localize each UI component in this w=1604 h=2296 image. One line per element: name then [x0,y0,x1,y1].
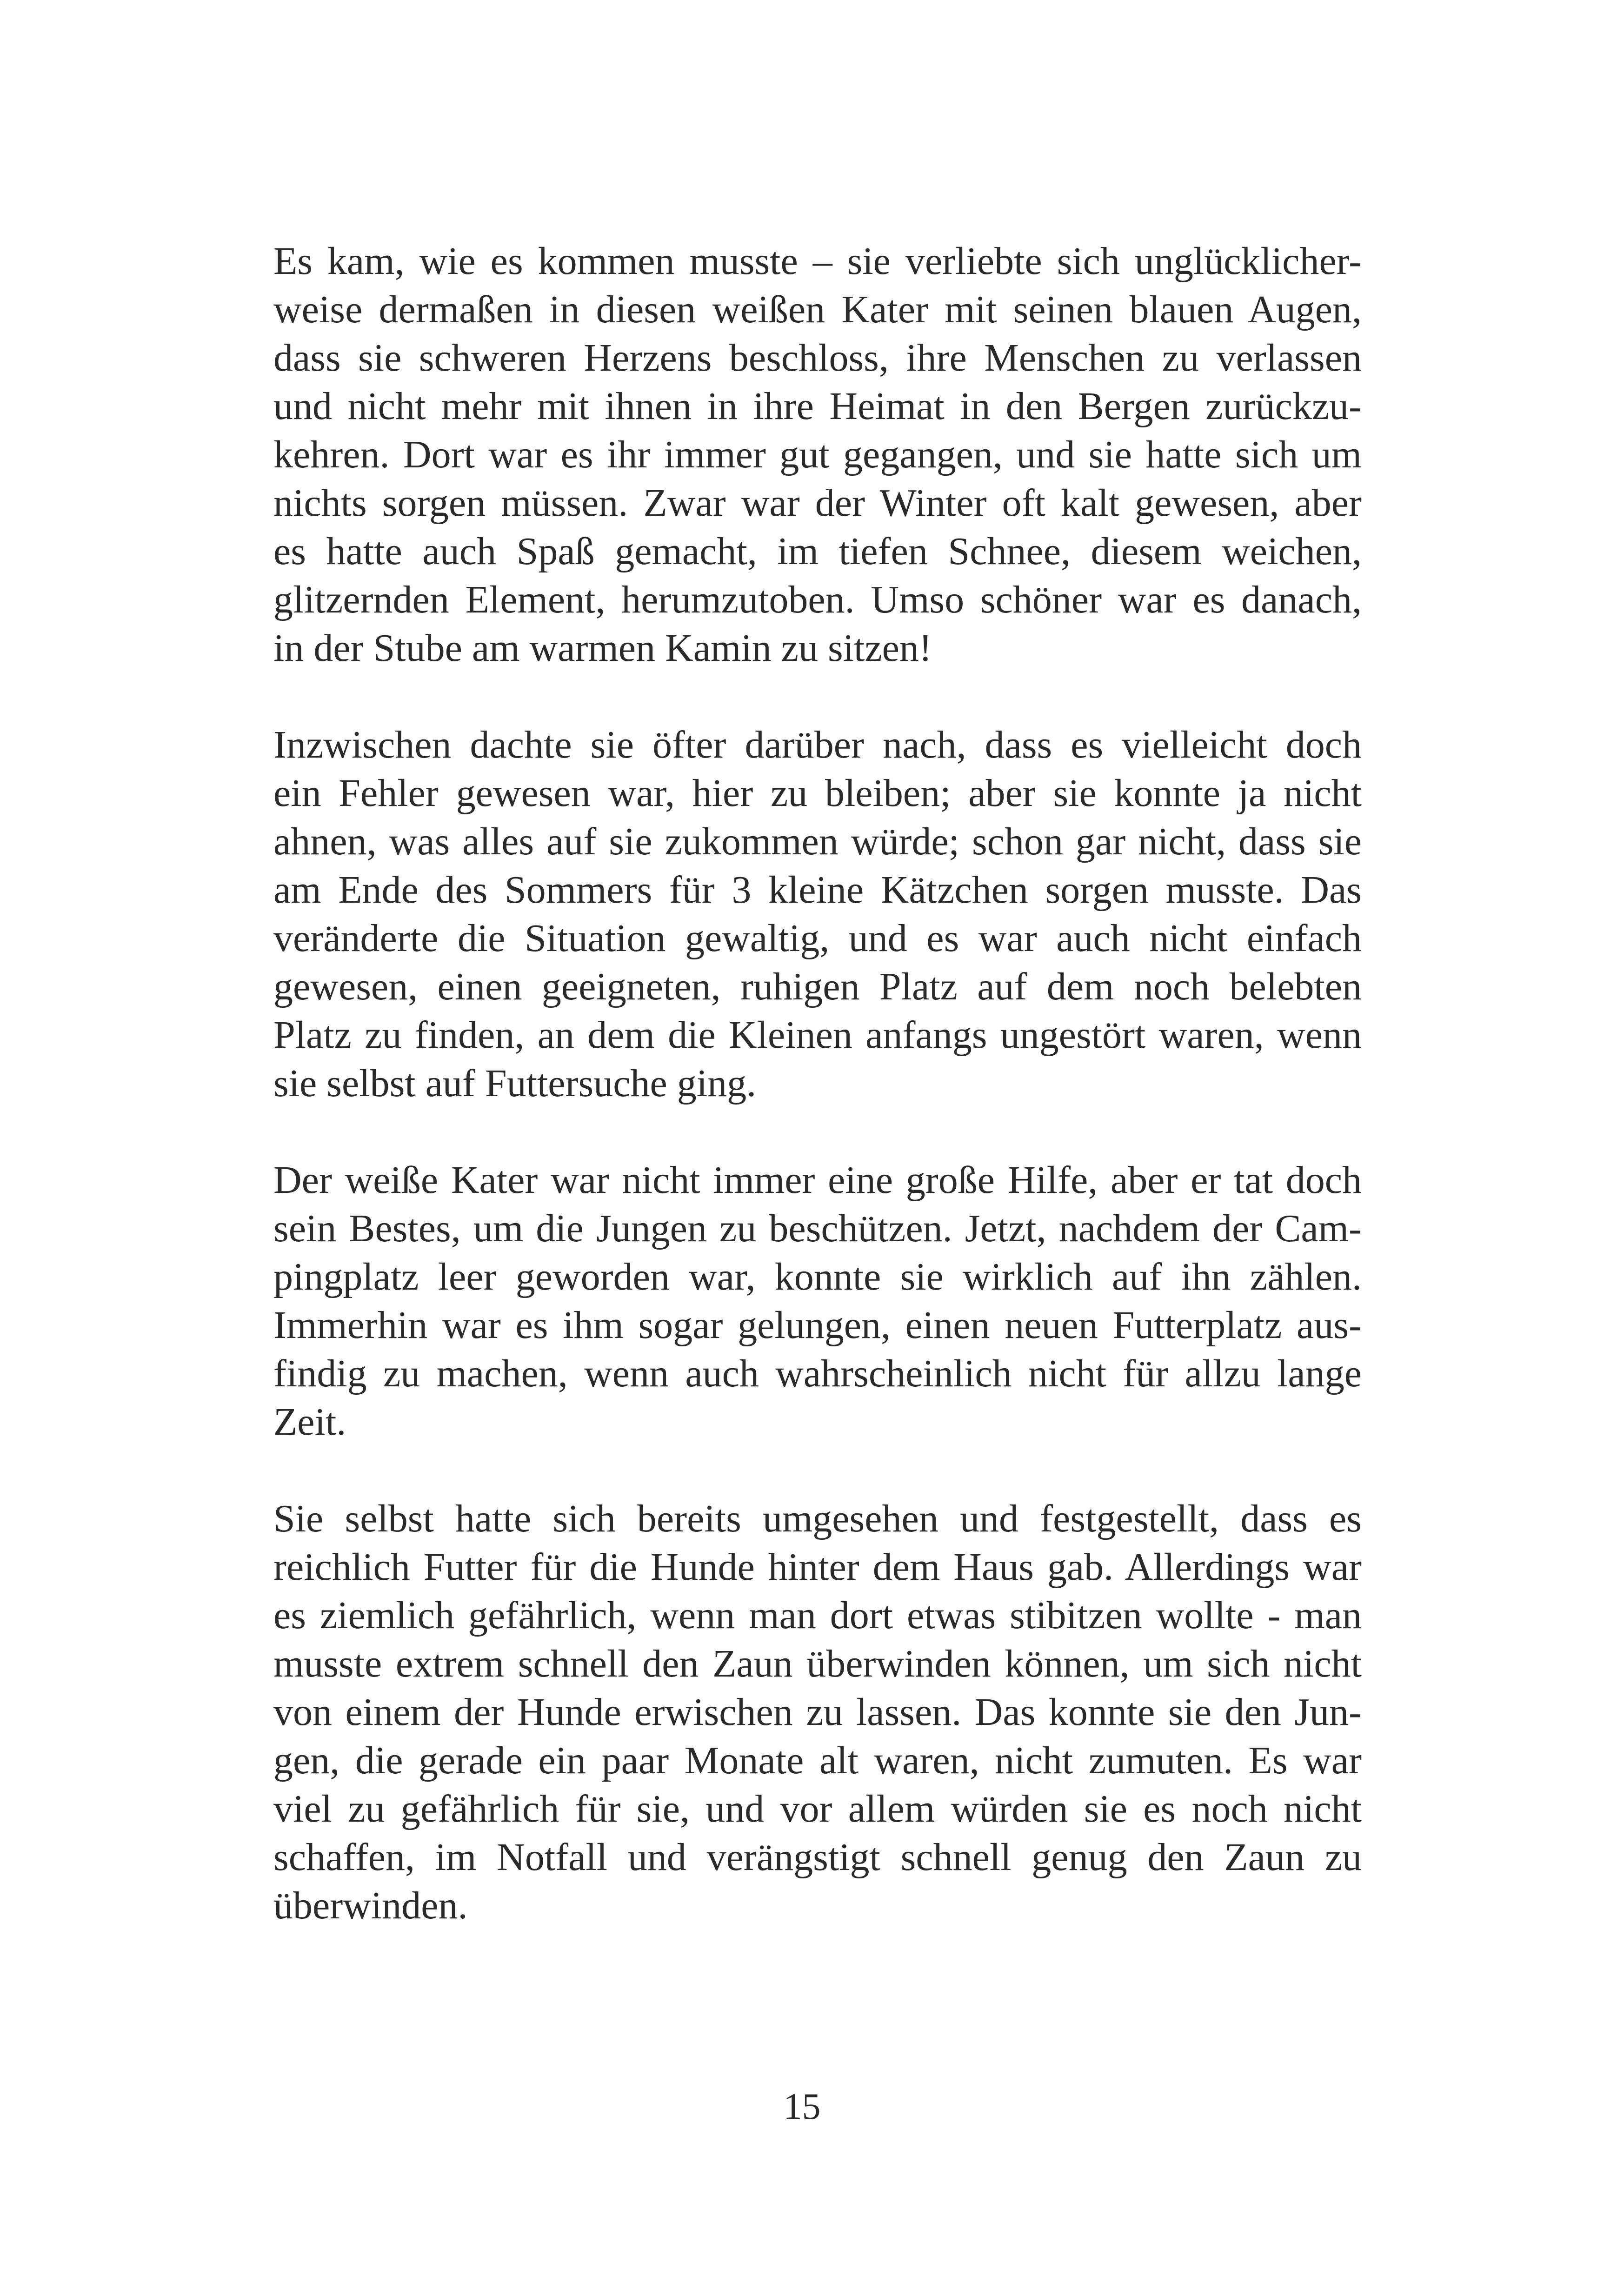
text-line: Inzwischen dachte sie öfter darüber nach, dass es vielleicht doch [273,723,1362,766]
text-line: Immerhin war es ihm sogar gelungen, einen neuen Futterplatz aus- [273,1304,1362,1347]
text-line: Zeit. [273,1400,346,1444]
text-line: es hatte auch Spaß gemacht, im tiefen Schnee, diesem weichen, [273,530,1362,573]
text-line: gen, die gerade ein paar Monate alt waren, nicht zumuten. Es war [273,1739,1362,1782]
text-line: reichlich Futter für die Hunde hinter dem Haus gab. Allerdings war [273,1545,1362,1589]
text-line: dass sie schweren Herzens beschloss, ihre Menschen zu verlassen [273,336,1362,379]
text-line: pingplatz leer geworden war, konnte sie wirklich auf ihn zählen. [273,1255,1362,1298]
text-line: sie selbst auf Futtersuche ging. [273,1062,757,1105]
text-line: schaffen, im Notfall und verängstigt schnell genug den Zaun zu [273,1836,1362,1879]
paragraph-3 [273,1156,1362,1446]
text-line: viel zu gefährlich für sie, und vor allem würden sie es noch nicht [273,1787,1362,1830]
text-line: Sie selbst hatte sich bereits umgesehen und festgestellt, dass es [273,1497,1362,1540]
body-text [273,237,1362,1978]
text-line: von einem der Hunde erwischen zu lassen. Das konnte sie den Jun- [273,1690,1362,1734]
text-line: Es kam, wie es kommen musste – sie verliebte sich unglücklicher- [273,240,1362,283]
text-line: glitzernden Element, herumzutoben. Umso schöner war es danach, [273,578,1362,621]
text-line: weise dermaßen in diesen weißen Kater mit seinen blauen Augen, [273,288,1362,331]
text-line: ein Fehler gewesen war, hier zu bleiben; aber sie konnte ja nicht [273,772,1362,815]
text-line: kehren. Dort war es ihr immer gut gegangen, und sie hatte sich um [273,433,1362,476]
text-line: findig zu machen, wenn auch wahrscheinlich nicht für allzu lange [273,1352,1362,1395]
text-line: es ziemlich gefährlich, wenn man dort etwas stibitzen wollte - man [273,1594,1362,1637]
text-line: Der weiße Kater war nicht immer eine große Hilfe, aber er tat doch [273,1158,1362,1202]
text-line: veränderte die Situation gewaltig, und es war auch nicht einfach [273,917,1362,960]
text-line: gewesen, einen geeigneten, ruhigen Platz auf dem noch belebten [273,965,1362,1008]
text-line: überwinden. [273,1884,468,1927]
paragraph-1 [273,237,1362,672]
text-line: nichts sorgen müssen. Zwar war der Winter oft kalt gewesen, aber [273,481,1362,525]
text-line: am Ende des Sommers für 3 kleine Kätzchen sorgen musste. Das [273,868,1362,912]
text-line: sein Bestes, um die Jungen zu beschützen. Jetzt, nachdem der Cam- [273,1207,1362,1250]
page-number: 15 [783,2086,821,2127]
text-line: in der Stube am warmen Kamin zu sitzen! [273,626,932,670]
paragraph-2 [273,721,1362,1108]
text-line: Platz zu finden, an dem die Kleinen anfangs ungestört waren, wenn [273,1013,1362,1057]
text-line: ahnen, was alles auf sie zukommen würde; schon gar nicht, dass sie [273,820,1362,863]
paragraph-4 [273,1495,1362,1930]
text-line: und nicht mehr mit ihnen in ihre Heimat in den Bergen zurückzu- [273,385,1362,428]
text-line: musste extrem schnell den Zaun überwinden können, um sich nicht [273,1642,1362,1685]
